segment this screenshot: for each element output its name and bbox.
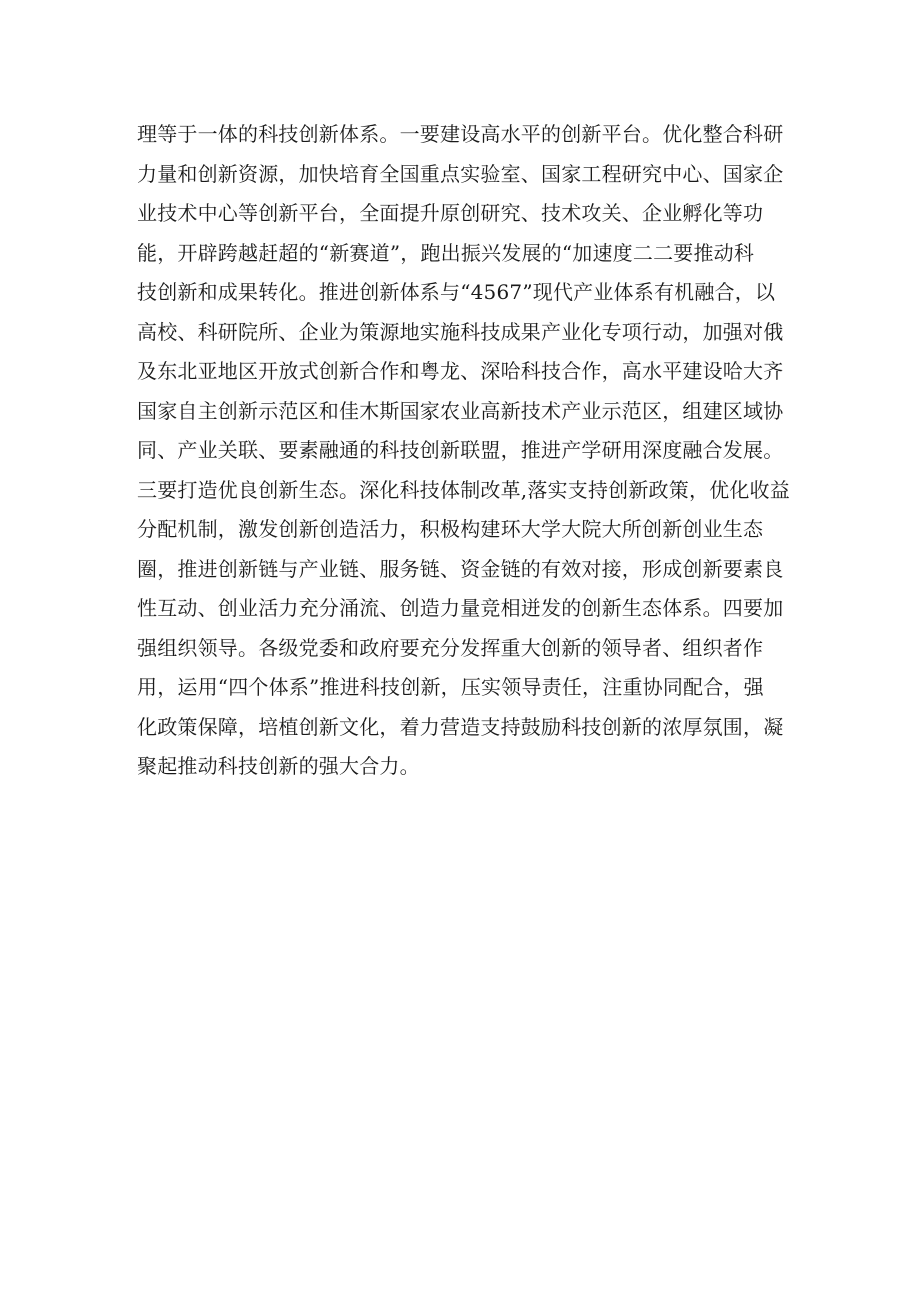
text-line: 三要打造优良创新生态。深化科技体制改革,落实支持创新政策，优化收益 (137, 477, 790, 502)
text-line: 国家自主创新示范区和佳木斯国家农业高新技术产业示范区，组建区域协 (137, 398, 784, 423)
text-line: 分配机制，激发创新创造活力，积极构建环大学大院大所创新创业生态 (137, 517, 764, 541)
text-line: 能，开辟跨越赶超的“新赛道”，跑出振兴发展的“加速度二二要推动科 (137, 240, 755, 265)
text-line: 聚起推动科技创新的强大合力。 (137, 754, 420, 778)
text-line: 高校、科研院所、企业为策源地实施科技成果产业化专项行动，加强对俄 (137, 319, 784, 344)
body-paragraph (137, 115, 797, 787)
text-line: 强组织领导。各级党委和政府要充分发挥重大创新的领导者、组织者作 (137, 635, 764, 660)
text-line: 业技术中心等创新平台，全面提升原创研究、技术攻关、企业孵化等功 (137, 201, 764, 225)
text-line: 圈，推进创新链与产业链、服务链、资金链的有效对接，形成创新要素良 (137, 556, 784, 581)
text-line: 技创新和成果转化。推进创新体系与“4567”现代产业体系有机融合，以 (137, 280, 776, 304)
text-line: 用，运用“四个体系”推进科技创新，压实领导责任，注重协同配合，强 (137, 675, 764, 699)
text-line: 及东北亚地区开放式创新合作和粤龙、深哈科技合作，高水平建设哈大齐 (137, 359, 784, 383)
text-line: 化政策保障，培植创新文化，着力营造支持鼓励科技创新的浓厚氛围，凝 (137, 714, 784, 739)
text-line: 力量和创新资源，加快培育全国重点实验室、国家工程研究中心、国家企 (137, 161, 784, 186)
text-line: 同、产业关联、要素融通的科技创新联盟，推进产学研用深度融合发展。 (137, 438, 784, 462)
text-line: 理等于一体的科技创新体系。一要建设高水平的创新平台。优化整合科研 (137, 122, 784, 146)
text-line: 性互动、创业活力充分涌流、创造力量竞相迸发的创新生态体系。四要加 (137, 596, 784, 620)
